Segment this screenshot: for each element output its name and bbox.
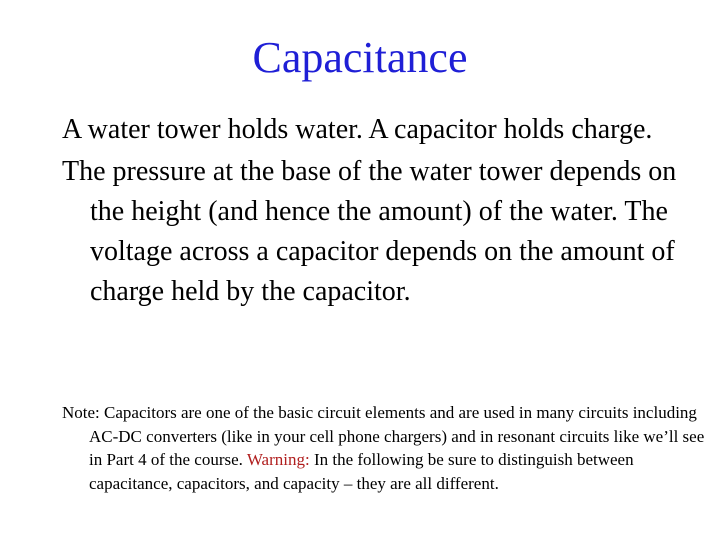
note-paragraph: [62, 401, 709, 495]
slide-title: Capacitance: [252, 33, 468, 82]
note-text: Note: Capacitors are one of the basic circuit elements and are used in many circuits including AC-DC converters (like in your cell phone chargers) and in resonant circuits like we’ll see in Part 4 of the course.: [62, 403, 705, 469]
warning-label: Warning:: [246, 450, 310, 469]
paragraph-pressure-voltage: The pressure at the base of the water tower depends on the height (and hence the amount) of the water. The voltage across a capacitor depends on the amount of charge held by the capacitor.: [62, 156, 677, 307]
paragraph-water-tower: A water tower holds water. A capacitor holds charge.: [62, 114, 653, 145]
warning-text: In the following be sure to distinguish between capacitance, capacitors, and capacity – they are all different.: [89, 450, 634, 493]
slide-body: [62, 110, 682, 314]
